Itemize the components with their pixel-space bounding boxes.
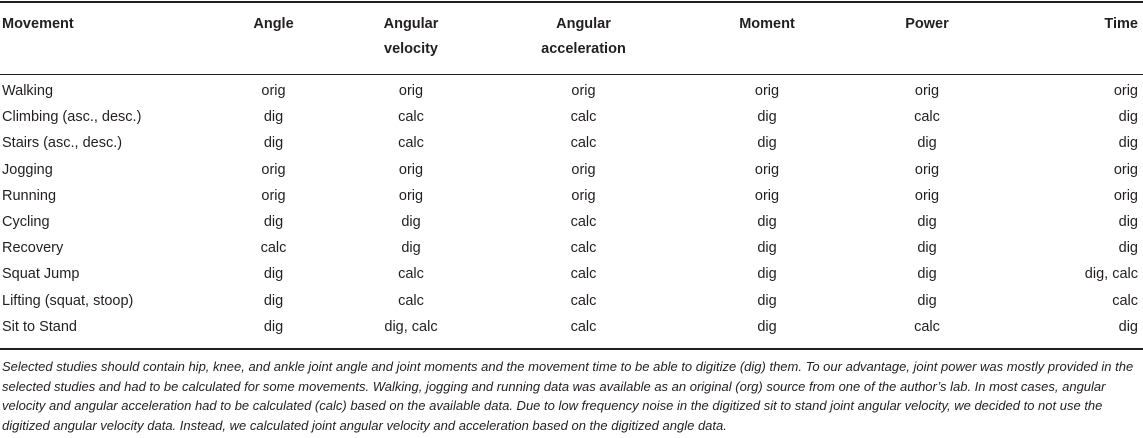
table-cell: dig [263, 318, 284, 335]
table-cell: dig [1118, 318, 1138, 335]
table-cell: calc [260, 240, 287, 257]
table-cell: dig [917, 292, 937, 309]
table-cell: dig [263, 214, 284, 231]
row-label-cell: Recovery [2, 240, 64, 257]
table-cell: orig [261, 161, 286, 178]
table-cell: dig [1118, 109, 1138, 126]
table-cell: orig [754, 83, 780, 100]
table-cell: calc [570, 135, 597, 152]
column-header: Moment [739, 16, 795, 32]
table-cell: orig [1113, 83, 1138, 100]
table-cell: dig [1118, 240, 1138, 257]
row-label-cell: Jogging [2, 161, 53, 178]
column-header [342, 3, 480, 74]
table-cell: orig [754, 187, 780, 204]
column-header [480, 3, 687, 74]
table-row [0, 209, 1143, 235]
table-cell: dig [401, 214, 421, 231]
table-cell: calc [570, 109, 597, 126]
row-label-cell: Running [2, 187, 57, 204]
table-cell: orig [1113, 161, 1138, 178]
table-cell: calc [570, 240, 597, 257]
table-cell: calc [570, 266, 597, 283]
table-cell: dig [263, 266, 284, 283]
table-row [0, 78, 1143, 104]
table-cell: orig [398, 187, 424, 204]
table-cell: dig [917, 214, 937, 231]
table-cell: dig [263, 109, 284, 126]
table-row [0, 183, 1143, 209]
table-cell: dig [757, 240, 777, 257]
table-row [0, 130, 1143, 156]
table-cell: orig [571, 161, 596, 178]
table-cell: calc [914, 109, 940, 126]
table-cell: dig [401, 240, 421, 257]
table-cell: calc [398, 292, 424, 309]
table-cell: calc [398, 266, 424, 283]
table-cell: calc [570, 214, 597, 231]
table-cell: orig [914, 187, 940, 204]
column-header: Power [905, 16, 949, 32]
table-cell: orig [914, 83, 940, 100]
column-header-text: Angular acceleration [541, 16, 626, 57]
table-cell: orig [571, 187, 596, 204]
table-cell: orig [914, 161, 940, 178]
table-cell: dig [757, 292, 777, 309]
table-cell: dig [917, 240, 937, 257]
table-cell: dig [917, 135, 937, 152]
table-header-row [0, 3, 1143, 74]
table-cell: dig [757, 266, 777, 283]
table-cell: orig [261, 83, 286, 100]
table-cell: dig, calc [1084, 266, 1138, 283]
bottom-rule [0, 348, 1143, 350]
table-row [0, 104, 1143, 130]
row-label-cell: Lifting (squat, stoop) [2, 292, 134, 309]
row-label-cell: Squat Jump [2, 266, 80, 283]
row-label-cell: Cycling [2, 214, 50, 231]
table-cell: dig [1118, 214, 1138, 231]
table-row [0, 288, 1143, 314]
column-header: Movement [2, 16, 74, 32]
table-cell: calc [398, 109, 424, 126]
table-cell: orig [398, 83, 424, 100]
table-cell: calc [1112, 292, 1138, 309]
table-row [0, 235, 1143, 261]
table-body [0, 74, 1143, 340]
table-cell: dig [917, 266, 937, 283]
table-cell: dig, calc [384, 318, 438, 335]
table-row [0, 261, 1143, 287]
table-cell: orig [571, 83, 596, 100]
table-row [0, 314, 1143, 340]
table-cell: orig [398, 161, 424, 178]
table-cell: orig [754, 161, 780, 178]
table-cell: orig [261, 187, 286, 204]
data-table [0, 3, 1143, 340]
row-label-cell: Stairs (asc., desc.) [2, 135, 123, 152]
table-cell: dig [263, 135, 284, 152]
table-cell: dig [263, 292, 284, 309]
table-cell: calc [914, 318, 940, 335]
table-cell: calc [398, 135, 424, 152]
table-cell: dig [757, 109, 777, 126]
column-header: Angle [253, 16, 294, 32]
table-cell: dig [757, 135, 777, 152]
column-header-text: Angular velocity [383, 16, 439, 57]
table-footnote: Selected studies should contain hip, knee, and ankle joint angle and joint moments and the movement time to be able to digitize (dig) them. To our advantage, joint power was mostly provided in the selected studies and had to be calculated for some movements. Walking, jogging and running data was available as an original (org) source from one of the author’s lab. In most cases, angular velocity and angular acceleration had to be calculated (calc) based on the available data. Due to low frequency noise in the digitized sit to stand joint angular velocity, we decided to not use the digitized angular velocity data. Instead, we calculated joint angular velocity and acceleration based on the digitized angle data. [2, 359, 1134, 433]
row-label-cell: Sit to Stand [2, 318, 77, 335]
table-cell: dig [757, 214, 777, 231]
row-label-cell: Climbing (asc., desc.) [2, 109, 142, 126]
table-cell: dig [757, 318, 777, 335]
table-cell: dig [1118, 135, 1138, 152]
table-cell: calc [570, 318, 597, 335]
table-cell: orig [1113, 187, 1138, 204]
column-header: Time [1104, 16, 1138, 32]
row-label-cell: Walking [2, 83, 54, 100]
table-row [0, 157, 1143, 183]
table-cell: calc [570, 292, 597, 309]
